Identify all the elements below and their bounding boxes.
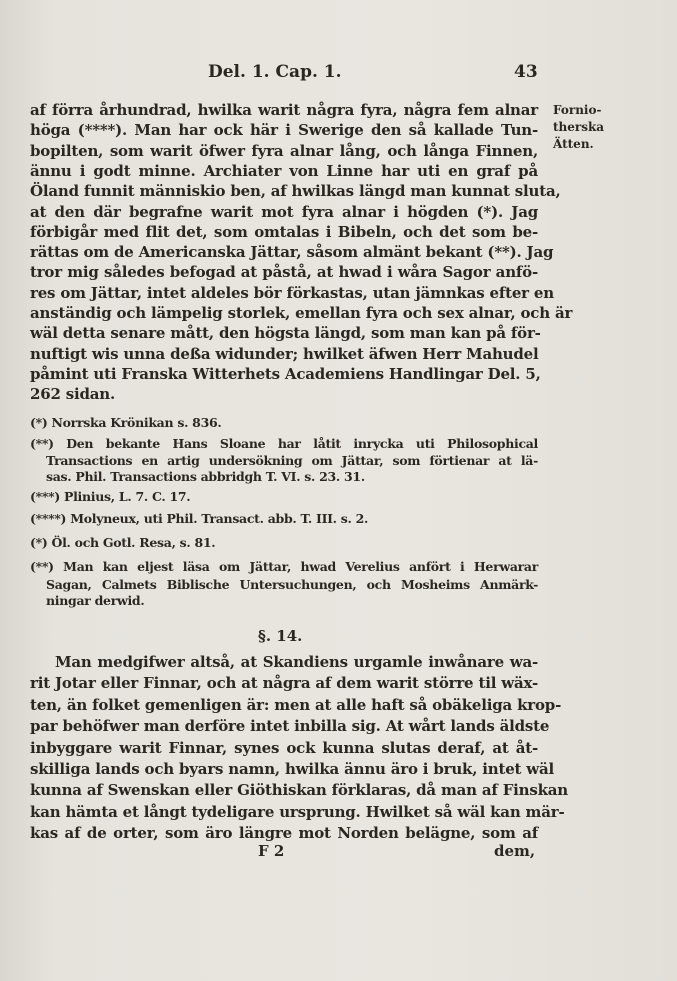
text-line: ännu i godt minne. Archiater von Linne har uti en graf på (30, 161, 538, 180)
text-line: Öland funnit människio ben, af hwilkas längd man kunnat sluta, (30, 182, 561, 201)
text-line: Man medgifwer altså, at Skandiens urgamle inwånare wa- (55, 653, 538, 671)
text-line: förbigår med flit det, som omtalas i Bibeln, och det som be- (30, 222, 538, 241)
text-line: wäl detta senare mått, den högsta längd, som man kan på för- (30, 324, 541, 343)
running-title: Del. 1. Cap. 1. (208, 62, 342, 82)
text-line: res om Jättar, intet aldeles bör förkastas, utan jämnkas efter en (30, 283, 554, 302)
text-line: nuftigt wis unna deßa widunder; hwilket äfwen Herr Mahudel (30, 344, 539, 363)
margin-note-line: therska (553, 120, 605, 134)
text-line: (*) Norrska Krönikan s. 836. (30, 415, 222, 430)
page-number: 43 (514, 62, 538, 82)
text-line: höga (****). Man har ock här i Swerige den så kallade Tun- (30, 121, 538, 140)
text-line: inbyggare warit Finnar, synes ock kunna slutas deraf, at åt- (30, 738, 538, 757)
text-line: kas af de orter, som äro längre mot Norden belägne, som af (30, 824, 538, 843)
margin-note-line: Fornio- (553, 103, 602, 117)
text-line: anständig och lämpelig storlek, emellan fyra och sex alnar, och är (30, 304, 573, 322)
text-line: ningar derwid. (46, 593, 145, 608)
text-line: rättas om de Americanska Jättar, såsom almänt bekant (**). Jag (30, 243, 554, 262)
text-line: sas. Phil. Transactions abbridgh T. VI. s. 23. 31. (46, 469, 365, 484)
text-line: par behöfwer man derföre intet inbilla sig. At wårt lands äldste (30, 717, 550, 736)
text-line: 262 sidan. (30, 385, 116, 404)
text-line: kunna af Swenskan eller Giöthiskan förklaras, då man af Finskan (30, 781, 569, 800)
text-line: Sagan, Calmets Biblische Untersuchungen, och Mosheims Anmärk- (46, 577, 538, 592)
section-heading: §. 14. (258, 627, 303, 645)
text-line: (***) Plinius, L. 7. C. 17. (30, 489, 191, 504)
text-line: Transactions en artig undersökning om Jättar, som förtienar at lä- (46, 453, 538, 468)
text-line: rit Jotar eller Finnar, och at några af dem warit större til wäx- (30, 674, 538, 693)
margin-note-line: Ätten. (553, 137, 594, 151)
catchword: dem, (494, 842, 536, 860)
text-line: at den där begrafne warit mot fyra alnar i högden (*). Jag (30, 202, 538, 221)
text-line: tror mig således befogad at påstå, at hwad i wåra Sagor anfö- (30, 263, 538, 282)
signature-mark: F 2 (258, 842, 285, 860)
text-line: (**) Den bekante Hans Sloane har låtit inrycka uti Philosophical (30, 436, 538, 451)
text-line: af förra århundrad, hwilka warit några fyra, några fem alnar (30, 101, 538, 119)
text-line: bopilten, som warit öfwer fyra alnar lång, och långa Finnen, (30, 141, 538, 160)
text-line: (*) Öl. och Gotl. Resa, s. 81. (30, 535, 216, 550)
text-line: ten, än folket gemenligen är: men at alle haft så obäkeliga krop- (30, 695, 562, 714)
text-line: skilliga lands och byars namn, hwilka ännu äro i bruk, intet wäl (30, 760, 555, 778)
text-line: påmint uti Franska Witterhets Academiens Handlingar Del. 5, (30, 364, 541, 383)
text-line: (**) Man kan eljest läsa om Jättar, hwad Verelius anfört i Herwarar (30, 559, 538, 574)
text-line: (****) Molyneux, uti Phil. Transact. abb. T. III. s. 2. (30, 511, 369, 526)
text-line: kan hämta et långt tydeligare ursprung. Hwilket så wäl kan mär- (30, 802, 565, 821)
